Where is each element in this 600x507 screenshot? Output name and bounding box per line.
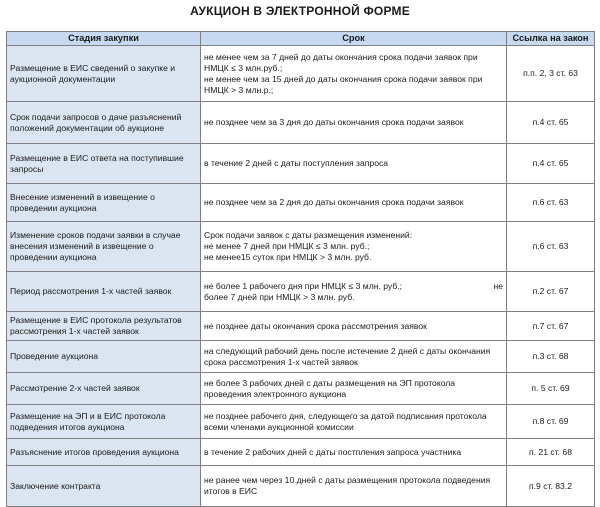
term-text: не: [493, 280, 503, 291]
law-cell: п.2 ст. 67: [507, 272, 595, 312]
stage-text: внесения изменений в извещение о: [10, 241, 154, 251]
table-row: [7, 341, 595, 373]
stage-text: Разъяснение итогов проведения аукциона: [10, 446, 179, 457]
stage-text: Срок подачи запросов о даче разъяснений: [10, 111, 182, 122]
stage-cell: [7, 272, 201, 312]
term-text: не более 3 рабочих дней с даты размещения на ЭП протокола: [204, 377, 456, 388]
term-cell: [201, 373, 507, 405]
term-cell: [201, 222, 507, 272]
term-line-split: [204, 281, 503, 292]
stage-text: проведении аукциона: [10, 202, 97, 213]
term-text: не позднее чем за 3 дня до даты окончания срока подачи заявок: [204, 117, 464, 127]
term-text: не позднее рабочего дня, следующего за датой подписания протокола: [204, 410, 487, 421]
stage-cell: [7, 46, 201, 102]
stage-text: Период рассмотрения 1-х частей заявок: [10, 286, 172, 296]
table-row: [7, 312, 595, 341]
stage-text: Размещение в ЕИС протокола результатов: [10, 315, 182, 325]
stage-cell: [7, 405, 201, 439]
law-cell: п.6 ст. 63: [507, 184, 595, 222]
term-cell: [201, 341, 507, 373]
term-cell: [201, 439, 507, 466]
term-cell: [201, 102, 507, 144]
stage-cell: [7, 439, 201, 466]
stage-text: рассмотрения 1-х частей заявок: [10, 326, 139, 336]
term-text: на следующий рабочий день после истечение 2 дней с даты окончания: [204, 345, 491, 356]
law-cell: п.4 ст. 65: [507, 144, 595, 184]
term-text: всеми членами аукционной комиссии: [204, 421, 354, 432]
stage-text: аукционной документации: [10, 73, 116, 84]
stage-text: Размещение на ЭП и в ЕИС протокола: [10, 410, 166, 421]
table-row: [7, 439, 595, 466]
stage-cell: [7, 341, 201, 373]
table-row: [7, 405, 595, 439]
term-cell: [201, 405, 507, 439]
stage-text: подведения итогов аукциона: [10, 421, 125, 432]
term-text: не менее чем за 15 дней до даты окончания срока подачи заявок при: [204, 73, 483, 84]
term-text: срока рассмотрения 1-х частей заявок: [204, 356, 358, 367]
header-term: Срок: [201, 32, 507, 46]
table-row: [7, 466, 595, 507]
table-row: [7, 144, 595, 184]
table-row: [7, 184, 595, 222]
stage-text: Внесение изменений в извещение о: [10, 191, 155, 202]
law-cell: п.7 ст. 67: [507, 312, 595, 341]
term-text: не ранее чем через 10 дней с даты размещения протокола подведения: [204, 475, 491, 485]
header-law-reference: Ссылка на закон: [507, 32, 595, 46]
term-text: НМЦК ≤ 3 млн.руб.;: [204, 62, 283, 73]
term-text: не позднее чем за 2 дня до даты окончания срока подачи заявок: [204, 197, 464, 207]
procurement-stages-table: [6, 31, 595, 507]
stage-cell: [7, 184, 201, 222]
law-cell: п. 5 ст. 69: [507, 373, 595, 405]
stage-cell: [7, 312, 201, 341]
table-row: [7, 46, 595, 102]
law-cell: п.6 ст. 63: [507, 222, 595, 272]
law-cell: п.п. 2, 3 ст. 63: [507, 46, 595, 102]
stage-text: Рассмотрение 2-х частей заявок: [10, 383, 140, 393]
stage-text: Размещение в ЕИС сведений о закупке и: [10, 62, 176, 73]
law-cell: п.8 ст. 69: [507, 405, 595, 439]
law-cell: п.3 ст. 68: [507, 341, 595, 373]
stage-cell: [7, 144, 201, 184]
stage-text: запросы: [10, 163, 44, 174]
term-text: более 7 дней при НМЦК > 3 млн. руб.: [204, 291, 355, 302]
term-text: итогов в ЕИС: [204, 486, 258, 496]
page-title: АУКЦИОН В ЭЛЕКТРОННОЙ ФОРМЕ: [190, 4, 410, 18]
term-text: Срок подачи заявок с даты размещения изменений:: [204, 230, 413, 240]
table-header-row: [7, 32, 595, 46]
term-text: не менее 7 дней при НМЦК ≤ 3 млн. руб.;: [204, 241, 370, 251]
stage-cell: [7, 222, 201, 272]
term-cell: [201, 312, 507, 341]
stage-cell: [7, 466, 201, 507]
term-text: не менее чем за 7 дней до даты окончания срока подачи заявок при: [204, 51, 478, 62]
law-cell: п.9 ст. 83.2: [507, 466, 595, 507]
header-stage: Стадия закупки: [7, 32, 201, 46]
term-text: в течение 2 рабочих дней с даты постпления запроса участника: [204, 446, 462, 457]
term-text: не более 1 рабочего дня при НМЦК ≤ 3 млн. руб.;: [204, 280, 403, 291]
law-cell: п.4 ст. 65: [507, 102, 595, 144]
term-text: НМЦК > 3 млн.р.;: [204, 84, 274, 95]
stage-text: Изменение сроков подачи заявки в случае: [10, 230, 181, 240]
stage-text: проведении аукциона: [10, 252, 97, 262]
term-cell: [201, 184, 507, 222]
term-cell: [201, 46, 507, 102]
term-text: не менее15 суток при НМЦК > 3 млн. руб.: [204, 252, 372, 262]
law-cell: п. 21 ст. 68: [507, 439, 595, 466]
term-cell: [201, 466, 507, 507]
term-cell: [201, 272, 507, 312]
stage-text: Размещение в ЕИС ответа на поступившие: [10, 152, 184, 163]
table-row: [7, 373, 595, 405]
table-row: [7, 102, 595, 144]
term-text: проведения электронного аукциона: [204, 388, 347, 399]
term-text: не позднее даты окончания срока рассмотрения заявок: [204, 320, 427, 331]
table-row: [7, 272, 595, 312]
stage-text: Заключение контракта: [10, 480, 101, 491]
term-cell: [201, 144, 507, 184]
term-text: в течение 2 дней с даты поступления запроса: [204, 158, 389, 168]
table-row: [7, 222, 595, 272]
stage-cell: [7, 373, 201, 405]
stage-cell: [7, 102, 201, 144]
stage-text: Проведение аукциона: [10, 351, 99, 361]
stage-text: положений документации об аукционе: [10, 122, 164, 133]
